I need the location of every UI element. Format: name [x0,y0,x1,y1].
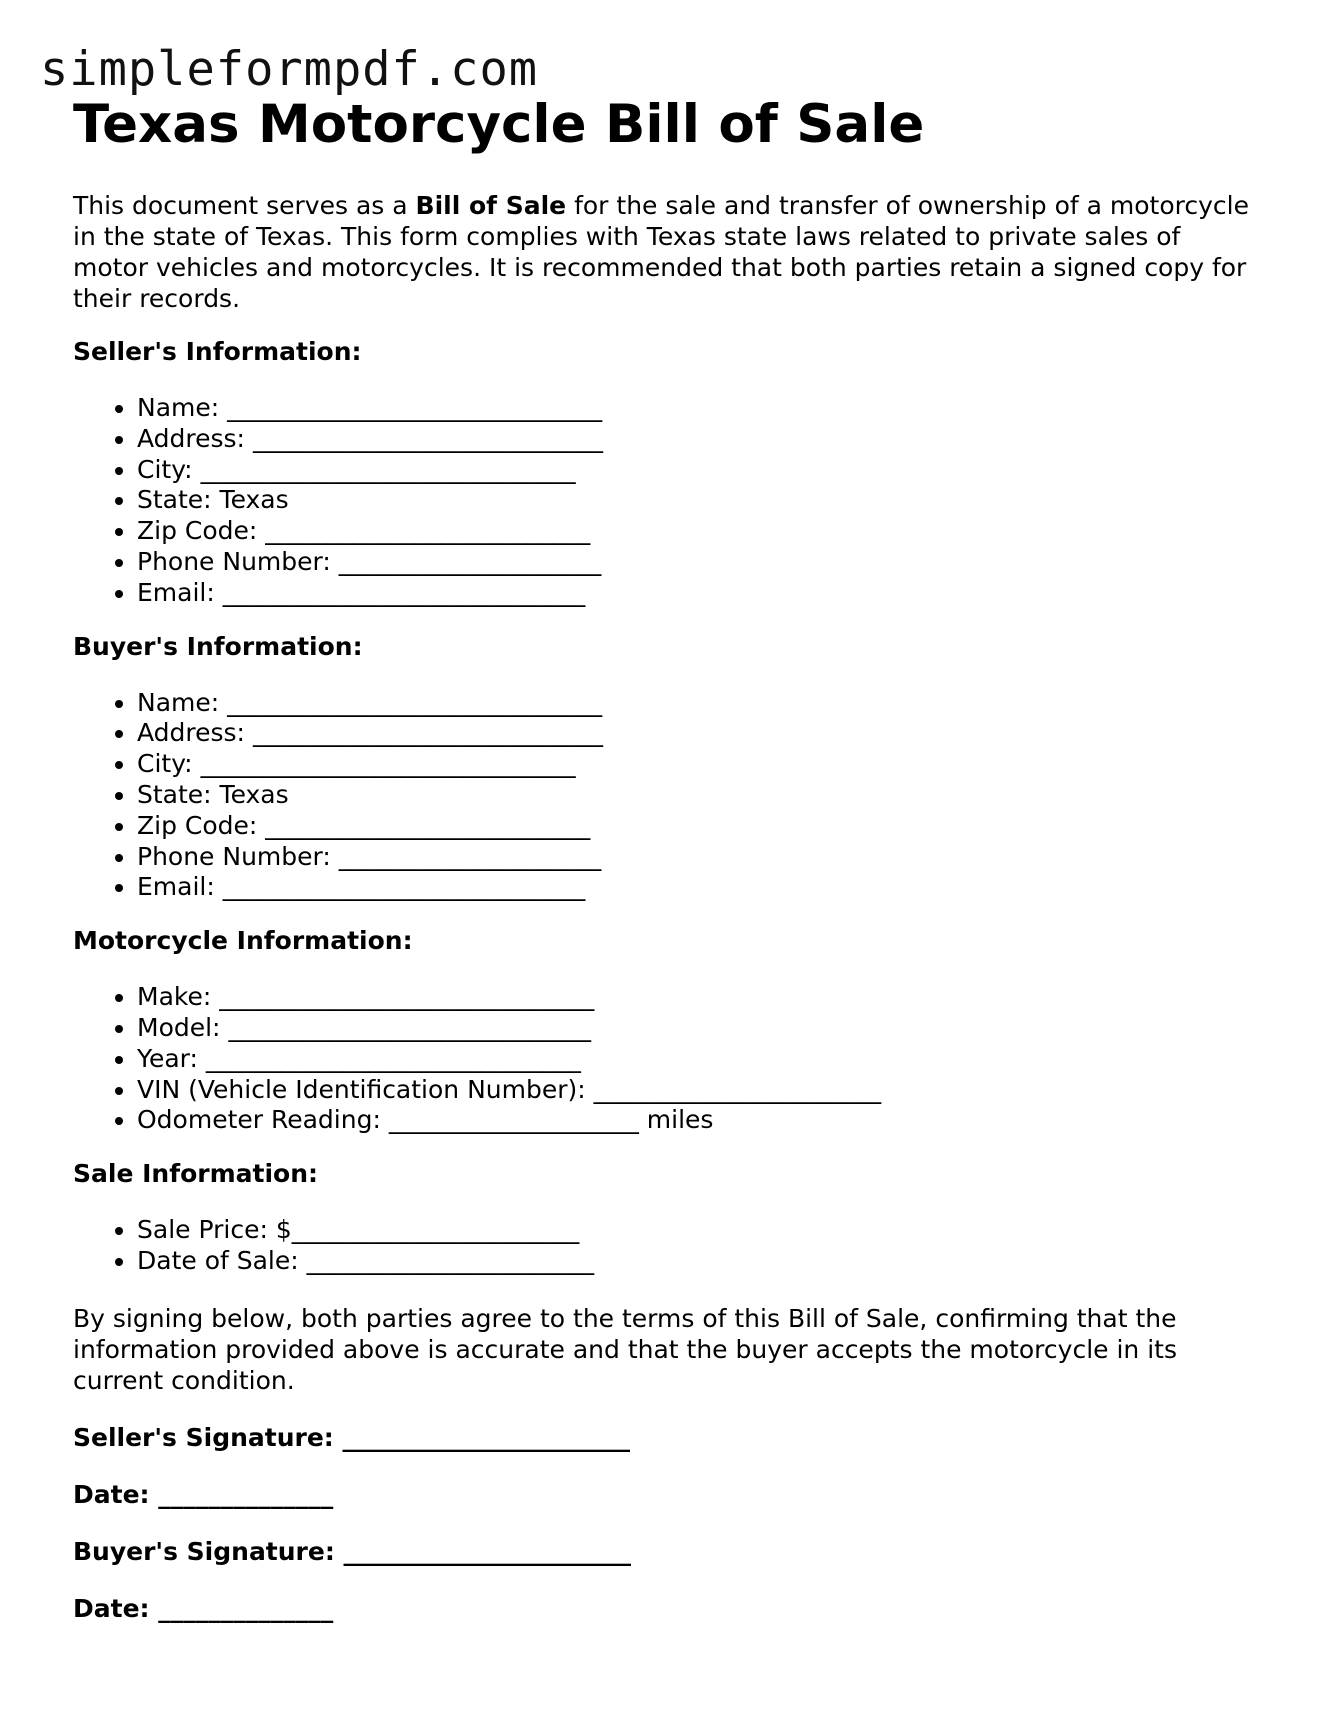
motorcycle-year-blank[interactable]: ______________________________ [205,1043,581,1073]
buyer-name-blank[interactable]: ______________________________ [227,687,603,717]
seller-name-blank[interactable]: ______________________________ [227,393,603,422]
odometer-unit: miles [638,1105,714,1135]
buyer-phone-blank[interactable]: _____________________ [338,841,602,871]
buyer-email-field [137,872,1253,903]
field-label: Date of Sale: [137,1245,307,1275]
motorcycle-make-blank[interactable]: ______________________________ [219,982,595,1012]
buyer-signature-line [73,1536,1253,1567]
signature-label: Date: [73,1479,159,1509]
intro-bold-term: Bill of Sale [415,191,567,220]
motorcycle-model-field [137,1013,1253,1044]
buyer-address-blank[interactable]: ____________________________ [252,718,603,748]
buyer-fields [73,688,1253,904]
buyer-zip-blank[interactable]: __________________________ [265,810,591,840]
motorcycle-odometer-field [137,1105,1253,1136]
sale-date-blank[interactable]: _______________________ [306,1245,595,1275]
field-label: Odometer Reading: [137,1105,389,1135]
seller-date-line [73,1479,1253,1510]
sale-heading: Sale Information: [73,1159,318,1189]
sale-price-field [137,1215,1253,1246]
site-watermark: simpleformpdf.com [40,42,539,97]
seller-signature-line [73,1422,1253,1453]
buyer-heading: Buyer's Information: [73,631,363,661]
seller-zip-blank[interactable]: __________________________ [265,516,591,546]
field-label: Name: [137,393,228,422]
document [73,92,1253,1624]
buyer-zip-field [137,811,1253,842]
seller-city-blank[interactable]: ______________________________ [200,454,576,484]
buyer-date-line [73,1593,1253,1624]
motorcycle-vin-blank[interactable]: _______________________ [593,1074,882,1104]
seller-date-blank[interactable]: ______________ [158,1479,334,1509]
intro-text-start: This document serves as a [73,191,416,220]
motorcycle-make-field [137,982,1253,1013]
field-label: Phone Number: [137,546,339,576]
signature-label: Date: [73,1593,159,1623]
motorcycle-heading: Motorcycle Information: [73,926,413,956]
field-label: Make: [137,982,220,1012]
buyer-city-field [137,749,1253,780]
seller-heading: Seller's Information: [73,337,362,366]
motorcycle-year-field [137,1044,1253,1075]
seller-name-field [137,393,1253,424]
seller-zip-field [137,516,1253,547]
field-label: City: [137,454,201,484]
field-label: Address: [137,718,253,748]
buyer-state-field [137,780,1253,811]
sale-price-blank[interactable]: _______________________ [291,1215,580,1245]
signature-label: Seller's Signature: [73,1422,343,1452]
field-label: Name: [137,687,228,717]
seller-email-field [137,578,1253,609]
field-label: Sale Price: $ [137,1215,292,1245]
field-label: Zip Code: [137,810,266,840]
motorcycle-vin-field [137,1075,1253,1106]
field-label: Zip Code: [137,516,266,546]
signature-label: Buyer's Signature: [73,1536,344,1566]
intro-paragraph [73,190,1253,314]
buyer-phone-field [137,842,1253,873]
motorcycle-odometer-blank[interactable]: ____________________ [388,1105,639,1135]
sale-date-field [137,1246,1253,1277]
field-label: Phone Number: [137,841,339,871]
field-label: Address: [137,423,253,453]
sale-fields [73,1215,1253,1277]
seller-phone-blank[interactable]: _____________________ [338,546,602,576]
seller-email-blank[interactable]: _____________________________ [222,577,586,607]
seller-address-field [137,424,1253,455]
seller-address-blank[interactable]: ____________________________ [252,423,603,453]
seller-phone-field [137,547,1253,578]
buyer-city-blank[interactable]: ______________________________ [200,749,576,779]
field-label: Email: [137,577,223,607]
buyer-email-blank[interactable]: _____________________________ [222,872,586,902]
closing-paragraph: By signing below, both parties agree to the terms of this Bill of Sale, confirming that the information provided above is accurate and that the buyer accepts the motorcycle in its current condition. [73,1303,1177,1395]
field-label: Model: [137,1012,229,1042]
buyer-name-field [137,688,1253,719]
seller-fields [73,393,1253,609]
buyer-date-blank[interactable]: ______________ [158,1593,334,1623]
seller-state-field [137,485,1253,516]
field-label: State: Texas [137,485,289,515]
field-label: City: [137,749,201,779]
intro-text-end: for the sale and transfer of ownership of a motorcycle in the state of Texas. This form complies with Texas state laws related to private sales of motor vehicles and motorcycles. It is recommended that both parties retain a signed copy for their records. [73,191,1249,313]
motorcycle-fields [73,982,1253,1136]
field-label: Year: [137,1043,206,1073]
motorcycle-model-blank[interactable]: _____________________________ [228,1012,591,1042]
seller-signature-blank[interactable]: _______________________ [342,1422,630,1452]
buyer-signature-blank[interactable]: _______________________ [343,1536,632,1566]
buyer-address-field [137,718,1253,749]
document-title: Texas Motorcycle Bill of Sale [73,94,925,155]
field-label: State: Texas [137,779,289,809]
seller-city-field [137,455,1253,486]
field-label: VIN (Vehicle Identification Number): [137,1074,594,1104]
field-label: Email: [137,872,223,902]
